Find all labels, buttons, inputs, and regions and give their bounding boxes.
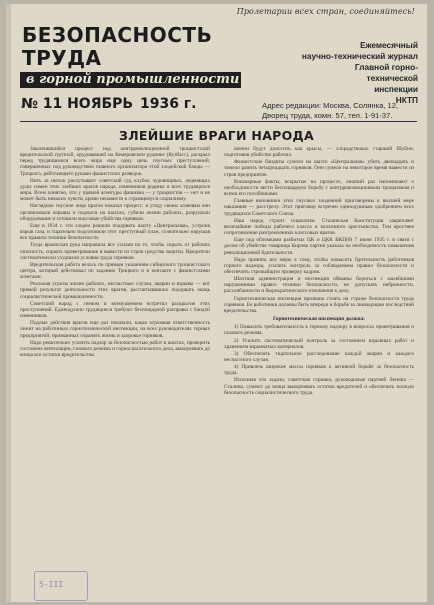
issue-month: НОЯБРЬ [67,96,134,112]
article-paragraph: 2) Усилить систематический контроль за состоянием взрывных работ и хранением взрывчатых материалов. [224,337,414,350]
article-column-left [20,146,210,596]
journal-description [278,40,418,106]
banner-text: в горной промышленности [26,72,240,87]
article-paragraph: Главные виновники этих гнусных злодеяний приговорены к высшей мере наказания — расстрелу. Этот приговор встречен единодушным одобрением всех трудящихся Советского Союза. [224,198,414,217]
article-paragraph: Шахтная администрация и инспекция обязаны бороться с малейшими нарушениями правил техники безопасности, не допускать небрежности, расхлябанности и бюрократического отношения к делу. [224,276,414,295]
article-paragraph: Тогда вражеская рука направила все усилия на то, чтобы скрыть от рабочих опасность, сорвать проветривание и вывести из строя средства защиты. Вредители систематически ухудшали условия труда горняков. [20,242,210,261]
article-column-right [224,146,414,596]
article-paragraph: Нить за нитью распутывает советский суд клубок чудовищных, леденящих душу измен этих злейших врагов народа, изменников родины и всех трудящихся мира. Всем понятно, что у прямой агентуры фашизма — у троцкистов — нет и не может быть никаких чувств, кроме ненависти к строящемуся социализму. [20,177,210,203]
description-line: Главной горно- [354,62,418,72]
article-paragraph: Закончившийся процесс над контрреволюционной троцкистской вредительской группой, орудовавшей на Кемеровском руднике (Кузбасс), раскрыл перед трудящимися всего мира еще одну цепь гнусных преступлений, совершенных под руководством главного организатора этой злодейской банды — Троцкого, работающего руками фашистских разведок. [20,146,210,177]
article-paragraph: Надо принять все меры к тому, чтобы повысить бдительность работников горного надзора, усилить контроль за соблюдением правил безопасности и обеспечить строжайшую проверку кадров. [224,256,414,275]
article-paragraph: Горнотехническая инспекция призвана стоять на страже безопасности труда горняков. Ее работники должны быть впереди в борьбе за ликвидацию последствий вредительства. [224,295,414,314]
article-paragraph: Надо решительно усилить надзор за безопасностью работ в шахтах, проверить состояние вентиляции, газового режима и горноспасательного дела, выкорчевать до конца все остатки вредительства. [20,339,210,358]
article-paragraph: 4) Привлечь широкие массы горняков к активной борьбе за безопасность труда. [224,364,414,377]
description-line: технической [366,73,418,83]
description-line: НКТП [395,95,418,105]
address-line: Адрес редакции: Москва, Солянка, 12, [262,101,399,110]
article-paragraph: Наглядное гнусное лицо врагов показал процесс: в угоду своим хозяевам они организовали взрывы и поджоги на шахтах, губили жизни рабочих, разрушали оборудование и готовили массовые убийства горняков. [20,203,210,222]
article-paragraph: Реальная угрозы жизни рабочих, несчастные случаи, аварии и взрывы — вот прямой результат деятельности этих врагов, рассчитывавших подорвать мощь социалистической промышленности. [20,281,210,300]
description-line: научно-технический журнал [301,51,418,61]
description-line: инспекции [374,84,418,94]
journal-title-line1: БЕЗОПАСНОСТЬ [22,23,213,47]
editorial-address [262,101,422,120]
stamp-text: 5-III [39,580,64,589]
issue-info [21,96,196,112]
article-paragraph: Подлые действия врагов еще раз показали, какая огромная ответственность лежит на работниках горнотехнической инспекции, на всех руководителях горных предприятий, призванных охранять жизнь и здоровье горняков. [20,320,210,339]
masthead-divider [20,121,417,122]
article-paragraph: Фашистские бандиты сумели на шахте «Центральная» убить двенадцать и тяжело ранить четырнадцать горняков. Они сумели на некоторое время вывести из строя предприятие. [224,159,414,178]
article-paragraph: Наш народ строит социализм. Сталинская Конституция закрепляет величайшие победы рабочего класса и колхозного крестьянства. Тем яростнее сопротивление разгромленных классовых врагов. [224,217,414,237]
article-subheading: Горнотехническая инспекция должна: [272,316,366,323]
issue-number: № 11 [21,96,63,112]
article-paragraph: 3) Обеспечить тщательное расследование каждой аварии и каждого несчастного случая. [224,350,414,363]
address-line: Дворец труда, комн. 57, тел. 1-91-37. [262,110,393,120]
issue-year: 1936 г. [139,96,197,112]
article-paragraph: Советский народ с гневом и возмущением встретил раскрытие этих преступлений. Единодушно трудящиеся требуют беспощадной расправы с бандой изменников. [20,300,210,320]
title-banner [20,72,241,88]
description-line: Ежемесячный [360,40,418,50]
article-headline: ЗЛЕЙШИЕ ВРАГИ НАРОДА [119,128,314,143]
article-paragraph: Вредительская работа велась по прямым указаниям сибирского троцкистского центра, который действовал по заданию Троцкого и в контакте с фашистскими агентами. [20,261,210,281]
library-stamp [34,571,88,601]
article-paragraph: Кошмарные факты, вскрытые на процессе, лишний раз напоминают о необходимости вести беспощадную борьбу с контрреволюционным троцкизмом и всеми его пособниками. [224,178,414,198]
article-paragraph: Исполняя эти задачи, советские горняки, руководимые партией Ленина — Сталина, сумеют до конца выкорчевать остатки вредителей и обеспечить полную безопасность социалистического труда. [224,377,414,396]
article-paragraph: 1) Повысить требовательность к горному надзору в вопросах проветривания и газового режима. [224,324,414,337]
journal-title-line2: ТРУДА [22,46,102,70]
article-paragraph: Еще в 1934 г. эти злодеи решили подорвать шахту «Центральная», устроив взрыв газа, и тщательно подготовили этот преступный план, сознательно нарушая все правила техники безопасности. [20,222,210,242]
journal-page [6,4,427,602]
slogan: Пролетарии всех стран, соединяйтесь! [236,7,415,16]
article-paragraph: Еще под обломками разбитых ЦК и ЦКК ВКП(б) 7 июня 1935 г. в связи с делом об убийстве товарища Кирова партия указала на необходимость повышения революционной бдительности. [224,237,414,256]
page-edge [6,4,11,602]
article-paragraph: шении будут доносить как крысы, — злорадствовал старший Шубин, подготовив убийство рабочих. [224,146,414,159]
